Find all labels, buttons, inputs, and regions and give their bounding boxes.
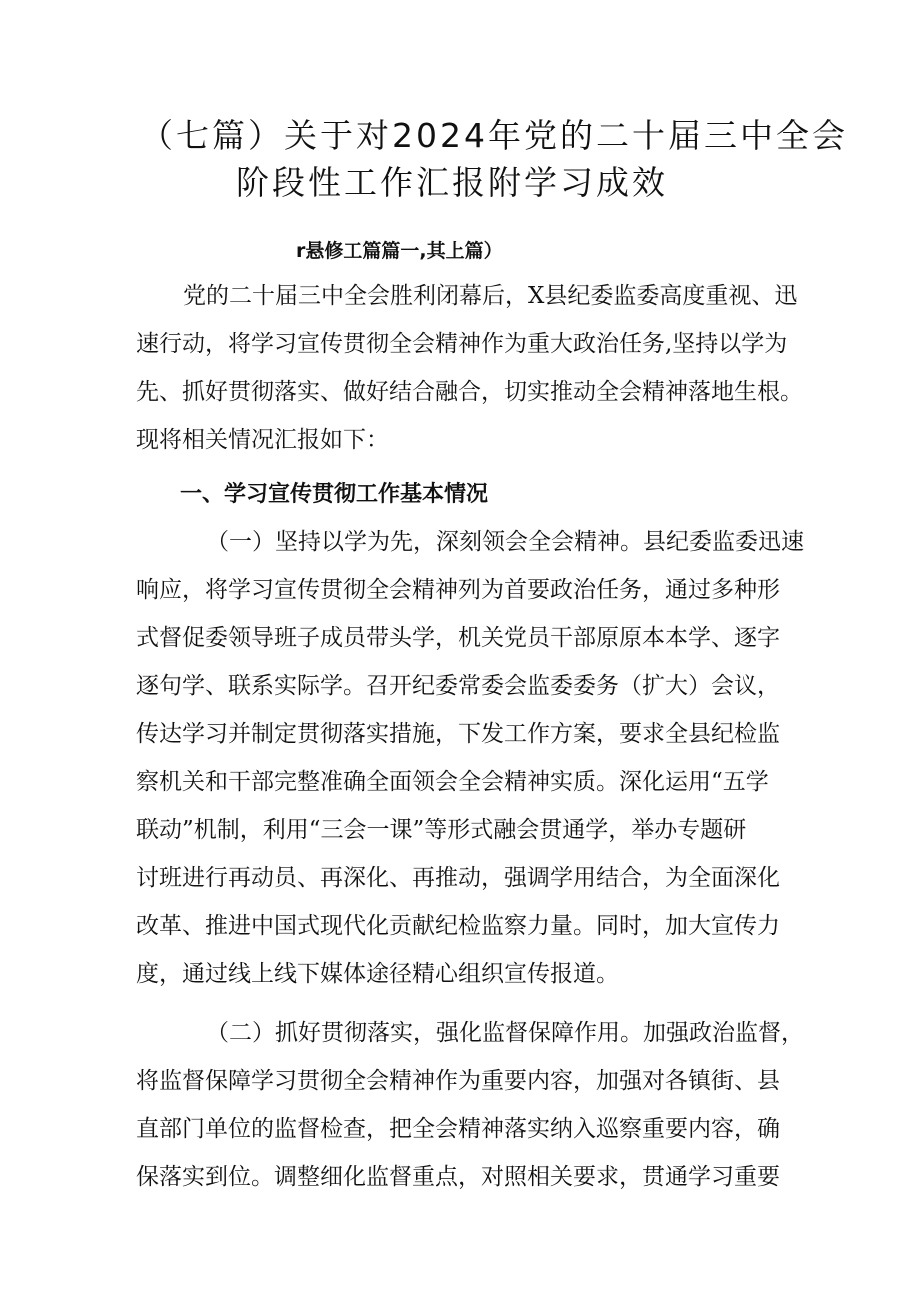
paragraph-1-line: 察机关和干部完整准确全面领会全会精神实质。深化运用“五学 xyxy=(136,769,769,795)
paragraph-1-line: 响应，将学习宣传贯彻全会精神列为首要政治任务，通过多种形 xyxy=(136,577,780,603)
intro-line: 现将相关情况汇报如下： xyxy=(136,427,389,453)
section-heading: 一、学习宣传贯彻工作基本情况 xyxy=(180,482,489,507)
paragraph-1-line: 联动”机制，利用“三会一课”等形式融会贯通学，举办专题研 xyxy=(136,817,747,843)
paragraph-2-line: （二）抓好贯彻落实，强化监督保障作用。加强政治监督， xyxy=(206,1020,804,1046)
document-subtitle: r悬修工篇篇一,其上篇） xyxy=(296,240,503,262)
paragraph-1-line: 改革、推进中国式现代化贡献纪检监察力量。同时，加大宣传力 xyxy=(136,913,780,939)
paragraph-2-line: 将监督保障学习贯彻全会精神作为重要内容，加强对各镇街、县 xyxy=(136,1068,780,1094)
paragraph-1-line: （一）坚持以学为先，深刻领会全会精神。县纪委监委迅速 xyxy=(206,529,804,555)
paragraph-1-line: 传达学习并制定贯彻落实措施，下发工作方案，要求全县纪检监 xyxy=(136,721,780,747)
paragraph-1-line: 讨班进行再动员、再深化、再推动，强调学用结合，为全面深化 xyxy=(136,865,780,891)
document-title-line-2: 阶段性工作汇报附学习成效 xyxy=(236,163,668,202)
intro-line: 速行动，将学习宣传贯彻全会精神作为重大政治任务,坚持以学为 xyxy=(136,331,788,357)
intro-line: 党的二十届三中全会胜利闭幕后，X县纪委监委高度重视、迅 xyxy=(183,283,798,309)
paragraph-1-line: 式督促委领导班子成员带头学，机关党员干部原原本本学、逐字 xyxy=(136,625,780,651)
intro-line: 先、抓好贯彻落实、做好结合融合，切实推动全会精神落地生根。 xyxy=(136,379,803,405)
paragraph-1-line: 逐句学、联系实际学。召开纪委常委会监委委务（扩大）会议， xyxy=(136,673,780,699)
document-title-line-1: （七篇）关于对2024年党的二十届三中全会 xyxy=(140,116,848,155)
paragraph-1-line: 度，通过线上线下媒体途径精心组织宣传报道。 xyxy=(136,961,619,987)
paragraph-2-line: 直部门单位的监督检查，把全会精神落实纳入巡察重要内容，确 xyxy=(136,1116,780,1142)
paragraph-2-line: 保落实到位。调整细化监督重点，对照相关要求，贯通学习重要 xyxy=(136,1164,780,1190)
